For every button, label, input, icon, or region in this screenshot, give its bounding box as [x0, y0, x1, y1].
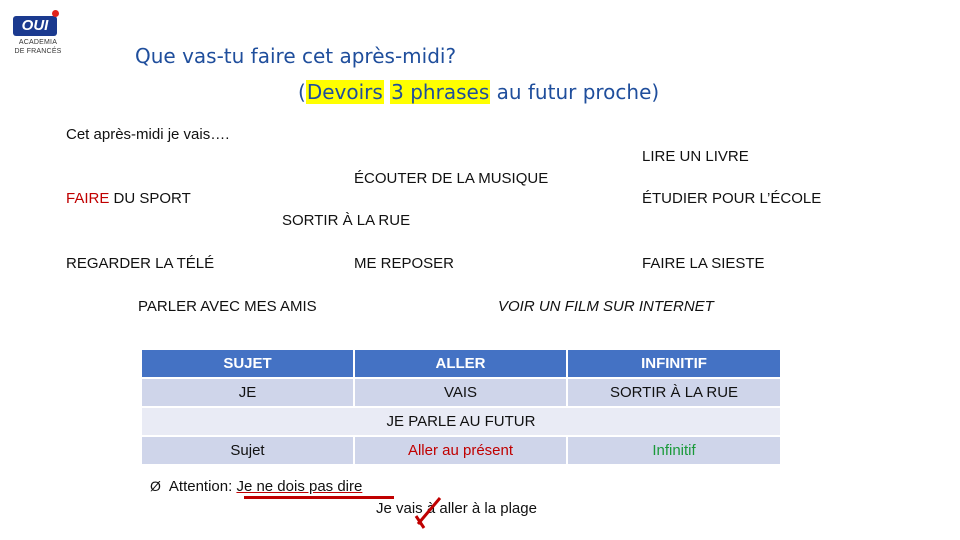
arrow-bullet-icon: Ø	[150, 478, 161, 494]
cell-je: JE	[141, 378, 354, 407]
red-underline	[244, 496, 394, 499]
activity-faire-rest: DU SPORT	[109, 190, 191, 207]
table-row	[141, 378, 781, 407]
table-header-row	[141, 349, 781, 378]
cell-futur: JE PARLE AU FUTUR	[141, 407, 781, 436]
activity-voir: VOIR UN FILM SUR INTERNET	[498, 298, 714, 315]
attention-label: Attention:	[168, 478, 237, 495]
activity-sieste: FAIRE LA SIESTE	[642, 255, 765, 272]
logo	[8, 8, 66, 58]
header-sujet: SUJET	[141, 349, 354, 378]
subtitle-highlight-phrases: 3 phrases	[391, 80, 490, 104]
grammar-table	[140, 348, 782, 466]
logo-line2: DE FRANCÉS	[14, 48, 62, 55]
cell-sortir: SORTIR À LA RUE	[567, 378, 781, 407]
header-aller: ALLER	[354, 349, 567, 378]
example-sentence: Je vais à aller à la plage	[376, 500, 537, 517]
cell-infinitif: Infinitif	[567, 436, 781, 465]
activity-faire-red: FAIRE	[66, 190, 110, 207]
activity-faire-sport	[66, 190, 191, 207]
activity-regarder: REGARDER LA TÉLÉ	[66, 255, 215, 272]
subtitle-open: (	[298, 80, 306, 104]
activity-parler: PARLER AVEC MES AMIS	[138, 298, 317, 315]
subtitle-highlight-devoirs: Devoirs	[306, 80, 383, 104]
subtitle-rest: au futur proche)	[490, 80, 660, 104]
activity-etudier: ÉTUDIER POUR L’ÉCOLE	[642, 190, 822, 207]
header-infinitif: INFINITIF	[567, 349, 781, 378]
cell-vais: VAIS	[354, 378, 567, 407]
activity-lire: LIRE UN LIVRE	[642, 148, 749, 165]
table-row	[141, 436, 781, 465]
cell-aller-present: Aller au présent	[354, 436, 567, 465]
activity-reposer: ME REPOSER	[354, 255, 455, 272]
table-row	[141, 407, 781, 436]
activity-sortir: SORTIR À LA RUE	[282, 212, 411, 229]
activity-ecouter: ÉCOUTER DE LA MUSIQUE	[354, 170, 549, 187]
strike-mark-icon	[412, 494, 444, 530]
intro-text: Cet après-midi je vais….	[66, 126, 230, 143]
cell-sujet: Sujet	[141, 436, 354, 465]
attention-wrong-text: Je ne dois pas dire	[236, 478, 363, 495]
page-title: Que vas-tu faire cet après-midi?	[135, 44, 457, 68]
logo-dot	[52, 10, 59, 17]
logo-line1: ACADEMIA	[18, 39, 58, 46]
attention-note	[150, 478, 362, 495]
logo-mark: OUI	[13, 16, 57, 36]
page-subtitle	[298, 80, 659, 104]
